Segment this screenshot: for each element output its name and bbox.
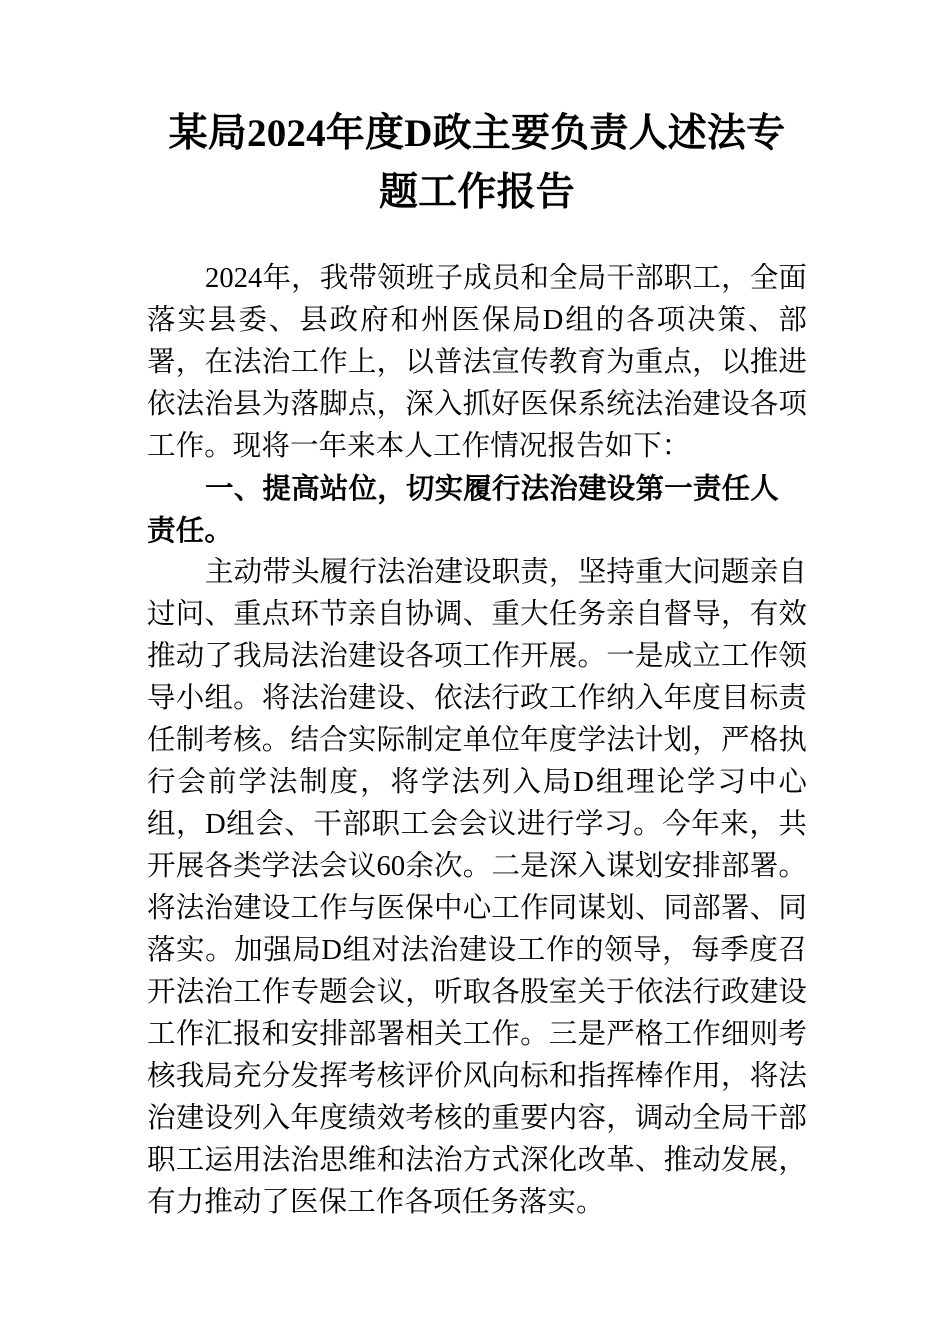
intro-paragraph: 2024年，我带领班子成员和全局干部职工，全面落实县委、县政府和州医保局D组的各项决策、部署，在法治工作上，以普法宣传教育为重点，以推进依法治县为落脚点，深入抓好医保系统法治建设各项工作。现将一年来本人工作情况报告如下：: [147, 263, 807, 462]
page-title: 某局2024年度D政主要负责人述法专题工作报告: [168, 112, 786, 214]
document-body: [147, 104, 807, 1224]
section-one-body: 主动带头履行法治建设职责，坚持重大问题亲自过问、重点环节亲自协调、重大任务亲自督导，有效推动了我局法治建设各项工作开展。一是成立工作领导小组。将法治建设、依法行政工作纳入年度目标责任制考核。结合实际制定单位年度学法计划，严格执行会前学法制度，将学法列入局D组理论学习中心组，D组会、干部职工会会议进行学习。今年来，共开展各类学法会议60余次。二是深入谋划安排部署。将法治建设工作与医保中心工作同谋划、同部署、同落实。加强局D组对法治建设工作的领导，每季度召开法治工作专题会议，听取各股室关于依法行政建设工作汇报和安排部署相关工作。三是严格工作细则考核我局充分发挥考核评价风向标和指挥棒作用，将法治建设列入年度绩效考核的重要内容，调动全局干部职工运用法治思维和法治方式深化改革、推动发展，有力推动了医保工作各项任务落实。: [147, 557, 807, 1218]
section-heading-one: 一、提高站位，切实履行法治建设第一责任人责任。: [147, 473, 780, 547]
